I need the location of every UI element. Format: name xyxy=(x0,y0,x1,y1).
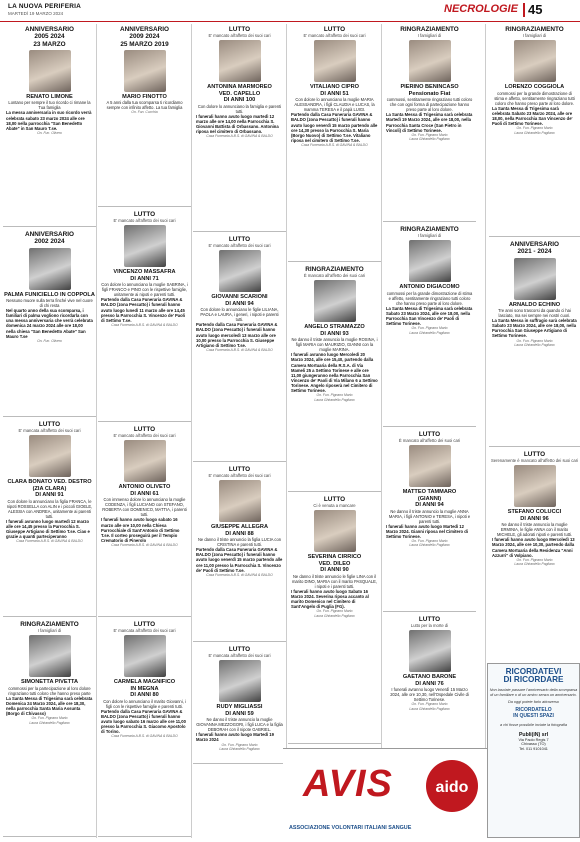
deceased-name: ARNALDO ECHINO xyxy=(508,301,561,308)
obituary-card xyxy=(193,644,286,764)
obituary-card xyxy=(383,614,476,752)
avis-aido-banner xyxy=(283,748,487,838)
obituary-text: commossi per la grande dimostrazione di stima e affetto, sentitamente ringraziano tutti coloro che hanno preso parte al loro dolore. xyxy=(386,290,473,306)
obituary-text: Ne danno il triste annuncio la figlia LUCIA con CRISTINA e parenti tutti. xyxy=(197,537,282,548)
deceased-name: PIERINO BENINCASO Pensionato Fiat xyxy=(400,84,459,97)
obituary-text: Con dolore lo annunciano la moglie SABRINA, i figli FRANCO e PINO con le rispettive famiglie, unitamente ai nipoti e parenti tutti. xyxy=(101,282,188,298)
obituary-subtitle: E' mancata all'affetto dei suoi cari xyxy=(18,428,81,434)
portrait-photo xyxy=(409,240,451,282)
deceased-name: VITALIANO CIPRO DI ANNI 51 xyxy=(310,84,359,97)
deceased-name: CARMELA MAGNIFICO IN MEGNA DI ANNI 80 xyxy=(113,679,176,699)
funeral-details: I funerali hanno avuto luogo Martedì 12 Marzo 2024. Gianni riposa nel Cimitero di Settimo Torinese. xyxy=(386,523,468,539)
obituary-title: LUTTO xyxy=(523,451,546,458)
deceased-name: ANGELO STRAMAZZO DI ANNI 93 xyxy=(304,324,365,337)
funeral-details: Partendo dalla Casa Funeraria GAVINA & BALDO (zona Pescatto) i funerali hanno avuto luogo venerdì 15 marzo partendo alle ore 11,00 presso la Parrocchia S. Vincenzo de' Paoli di Settimo T.se. xyxy=(196,547,283,573)
obituary-title: RINGRAZIAMENTO xyxy=(400,26,459,33)
obituary-text: Nessuno muore sulla terra finché vive nel cuore di chi resta xyxy=(6,298,93,309)
funeral-details: Partendo dalla Casa Funeraria GAVINA & BALDO (zona Pescatto) i funerali hanno avuto luogo lunedì 11 marzo alle ore 14,45 presso la Parrocchia S. Vincenzo de' Paoli di Settimo T.se. xyxy=(101,297,186,323)
funeral-details: I funerali hanno avuto luogo sabato 16 marzo alle ore 10,00 nella Chiesa Parrocchiale di Sant'Antonio di Settimo T.se. Il corteo proseguirà per il Tempio Crematorio di Pinerolo xyxy=(101,517,180,543)
funeral-home-signature: Casa Funeraria A.B.S. di GAVINA & BALDO xyxy=(16,539,83,544)
portrait-photo xyxy=(219,660,261,702)
obituary-text: Ne danno il triste annuncio la moglie ANNA MARIA, i figli ANTONIO e TERESA, i nipoti e parenti tutti. xyxy=(388,508,471,524)
portrait-photo xyxy=(409,445,451,487)
ad-highlight: RICORDATELO IN QUESTI SPAZI xyxy=(513,707,554,719)
page-header xyxy=(0,0,580,22)
obituary-title: RINGRAZIAMENTO xyxy=(20,621,79,628)
obituary-title: LUTTO xyxy=(228,26,251,33)
funeral-home-signature: On. Fun. Pignano Mario Laura Ghirardello Pagliano xyxy=(514,557,555,567)
obituary-card xyxy=(98,619,191,837)
portrait-photo xyxy=(29,435,71,477)
avis-caption: ASSOCIAZIONE VOLONTARI ITALIANI SANGUE xyxy=(289,825,412,831)
obituary-card xyxy=(288,494,381,744)
obituary-card xyxy=(3,419,96,617)
obituary-text: Lontano per sempre il tuo ricordo ci rimane la Tua famiglia xyxy=(8,100,91,111)
obituary-card xyxy=(3,619,96,837)
funeral-details: Partendo dalla Casa Funeraria GAVINA & BALDO (zona Pescatto) i funerali hanno avuto luogo mercoledì 13 marzo alle ore 10,00 presso la Parrocchia S. Giuseppe Artigiano di Settimo T.se. xyxy=(196,322,278,348)
obituary-text: Con immenso dolore lo annunciano la moglie CODENZA, i figli LUCIANO con STEFANO, ROBERTA con DOMENICO, MATTIA, i parenti tutti. xyxy=(102,497,187,518)
funeral-home-signature: On. Fun. Pignano Mario Laura Ghirardello Pagliano xyxy=(514,126,555,135)
funeral-details: La Santa Messa di Trigesima sarà celebrata Martedì 19 Marzo 2024, alle ore 18,00, nella Parrocchia Santa Croce (San Pietro in Vincoli) di Settimo Torinese. xyxy=(386,112,473,133)
funeral-details: I funerali hanno avuto luogo martedì 12 marzo alle ore 14,00 nella Parrocchia S. Giovanni Battista di Orbassano. Antonina riposa nel cimitero di Orbassano. xyxy=(196,113,279,134)
funeral-home-signature: On. Fun. Pignano Mario Laura Ghirardello Pagliano xyxy=(29,716,70,725)
funeral-home-signature: On. Fun. Pignano Mario Laura Ghirardello Pagliano xyxy=(314,609,355,618)
funeral-details: La Santa Messa di Trigesima sarà celebrata Domenica 24 Marzo 2024, alle ore 18,30, nella parrocchia Santa Maria Assunta (Borgo di Chivasso) xyxy=(6,695,93,717)
advertisement-ricordi xyxy=(487,663,580,838)
deceased-name: RUDY MIGLIASSI DI ANNI 59 xyxy=(216,704,263,717)
newspaper-name: LA NUOVA PERIFERIA xyxy=(8,3,82,10)
funeral-home-signature: Casa Funeraria A.B.S. di GAVINA & BALDO xyxy=(111,322,178,327)
funeral-details: I funerali hanno avuto luogo Mercoledì 13 Marzo 2024, alle ore 10,30, partendo dalla Camera Mortuaria della Residenza "Anni Azzurri" di Volpiano. xyxy=(492,537,575,558)
obituary-title: LUTTO xyxy=(133,211,156,218)
funeral-home-signature: Casa Funeraria A.B.S. di GAVINA & BALDO xyxy=(206,347,273,352)
obituary-card xyxy=(383,24,476,222)
funeral-home-signature: Casa Funeraria A.B.S. di GAVINA & BALDO xyxy=(206,572,273,577)
portrait-photo xyxy=(514,465,556,507)
funeral-home-signature: On. Fun. Pignano Mario Laura Ghirardello Pagliano xyxy=(409,132,450,142)
deceased-name: MARIO FINOTTO xyxy=(122,93,167,100)
obituary-subtitle: Serenamente è mancato all'affetto dei suoi cari xyxy=(490,458,579,464)
column-divider xyxy=(485,24,486,838)
portrait-photo xyxy=(514,40,556,82)
deceased-name: SEVERINA CIRRICO VED. DILEO DI ANNI 90 xyxy=(307,554,362,574)
deceased-name: CLARA BONATO VED. DESTRO (ZIA CLARA) DI ANNI 91 xyxy=(7,479,92,499)
portrait-photo xyxy=(409,40,451,82)
portrait-photo xyxy=(314,510,356,552)
obituary-subtitle: Ci è venuta a mancare xyxy=(313,503,356,509)
portrait-photo xyxy=(219,250,261,292)
column-divider xyxy=(286,24,287,838)
portrait-photo xyxy=(124,225,166,267)
obituary-subtitle: E' mancato all'affetto dei suoi cari xyxy=(113,218,176,224)
portrait-photo xyxy=(124,50,166,92)
obituary-card xyxy=(193,24,286,232)
deceased-name: MATTEO TAMMARO (GIANNI) DI ANNI 94 xyxy=(402,489,457,509)
ad-text2: Da oggi potete farlo attraverso xyxy=(507,700,560,705)
obituary-subtitle: E' mancato all'affetto dei suoi cari xyxy=(303,33,366,39)
funeral-home-signature: Casa Funeraria A.B.S. di GAVINA & BALDO xyxy=(111,734,178,739)
obituary-title: LUTTO xyxy=(38,421,61,428)
funeral-details: La Santa Messa in suffragio sarà celebrata Sabato 23 Marzo 2024, alle ore 18,00, nella Parrocchia San Giuseppe Artigiano di Settimo Torinese. xyxy=(492,318,577,339)
obituary-card xyxy=(193,464,286,642)
obituary-card xyxy=(193,234,286,462)
obituary-subtitle: E' mancata all'affetto dei suoi cari xyxy=(113,628,176,634)
funeral-home-signature: On. Fun. Pignano Mario Laura Ghirardello Pagliano xyxy=(314,393,355,402)
column-divider xyxy=(381,24,382,838)
column-divider xyxy=(96,24,97,838)
obituary-subtitle: E' mancato all'affetto dei suoi cari xyxy=(208,33,271,39)
funeral-details: La messa anniversaria in suo ricordo verrà celebrata sabato 23 marzo 2024 alle ore 18,00 nella parrocchia "San Benedetto Abate" in San Mauro T.se. xyxy=(6,110,92,131)
ad-text: Non lasciate passare l'anniversario della scomparsa di un familiare o di un amico senza un anniversario. xyxy=(489,687,578,697)
obituary-title: LUTTO xyxy=(133,621,156,628)
obituary-title: RINGRAZIAMENTO xyxy=(505,26,564,33)
obituary-text: A 5 anni dalla tua scomparsa ti ricordiamo sempre con infinito affetto. La tua famiglia xyxy=(106,100,183,111)
portrait-photo xyxy=(514,258,556,300)
funeral-home-signature: Casa Funeraria A.B.S. di GAVINA & BALDO xyxy=(301,142,368,147)
deceased-name: SIMONETTA PIVETTA xyxy=(20,679,79,686)
portrait-photo xyxy=(219,40,261,82)
page-number: 45 xyxy=(528,2,543,17)
obituary-title: RINGRAZIAMENTO xyxy=(305,266,364,273)
obituary-text: Ne danno il triste annuncio le figlie LINA con il marito DINO, MARIA con il marito PASQUALE, i nipoti e i parenti tutti. xyxy=(291,573,377,589)
deceased-name: ANTONINA MARMOREO VED. CAPELLO DI ANNI 100 xyxy=(207,84,272,104)
funeral-home-signature: On. Fun. Pignano Mario Laura Ghirardello Pagliano xyxy=(219,742,260,751)
obituary-subtitle: I famigliari di xyxy=(417,233,442,239)
obituary-subtitle: È mancato all'affetto dei suoi cari xyxy=(303,273,366,279)
funeral-details: Nel quarto anno della sua scomparsa, i familiari di palma vogliono ricordarla con una messa anniversaria che verrà celebrata domenica 24 marzo 2024 alle ore 18,00 nella chiesa "San Benedetto Abate" San Mauro T.se xyxy=(6,308,93,339)
funeral-home-signature: Casa Funeraria A.B.S. di GAVINA & BALDO xyxy=(206,134,273,139)
obituary-title: LUTTO xyxy=(133,426,156,433)
obituary-text: I funerali avranno luogo Venerdì 15 Marzo 2024, alle ore 10,30, nell'Ospedale Civile di Settimo Torinese. xyxy=(390,687,469,703)
portrait-photo xyxy=(124,440,166,482)
obituary-title: LUTTO xyxy=(418,616,441,623)
obituary-text: commossi per la partecipazione al loro dolore ringraziano tutti coloro che hanno preso parte xyxy=(8,685,91,696)
obituary-card xyxy=(288,264,381,492)
obituary-title: ANNIVERSARIO 2002 2024 xyxy=(24,231,74,246)
section-title: NECROLOGIE xyxy=(444,3,518,15)
ad-address: Via Paolo Regis 7 Chivasso (TO) Tel. 011 9101041 xyxy=(518,737,549,751)
obituary-title: LUTTO xyxy=(228,646,251,653)
avis-logo: AVIS xyxy=(303,763,393,805)
obituary-card xyxy=(98,424,191,617)
deceased-name: RENATO LIMONE xyxy=(26,93,73,100)
funeral-details: I funerali avranno luogo martedì 12 marzo alle ore 14,45 presso la Parrocchia S. Giuseppe Artigiano di Settimo T.se. Ciao e grazie a quanti parteciperanno xyxy=(6,518,90,540)
obituary-title: LUTTO xyxy=(228,466,251,473)
obituary-title: LUTTO xyxy=(323,26,346,33)
obituary-card xyxy=(3,24,96,227)
obituary-subtitle: E' mancata all'affetto dei suoi cari xyxy=(208,653,271,659)
deceased-name: STEFANO COLUCCI DI ANNI 96 xyxy=(507,509,562,522)
funeral-home-signature: On. Fun. Cucchia xyxy=(131,110,158,115)
obituary-text: Ne danno il triste annuncio la moglie ROSINA, i figli MARIA con MAURIZIO, GIANNI con la moglie MARINA. xyxy=(291,337,378,353)
portrait-photo xyxy=(29,635,71,677)
obituary-card xyxy=(288,24,381,262)
obituary-title: LUTTO xyxy=(323,496,346,503)
obituary-card xyxy=(98,24,191,207)
divider xyxy=(523,3,525,17)
obituary-card xyxy=(489,449,580,683)
ad-text3: a chi fosse possibile inviate la fotografia xyxy=(500,722,567,727)
obituary-title: LUTTO xyxy=(418,431,441,438)
obituary-text: Ne danno il triste annuncio la moglie ERMINIA, le figlie ANNA con il marito MICHELE, gli adorati nipoti e parenti tutti. xyxy=(496,522,573,538)
portrait-photo xyxy=(314,280,356,322)
obituary-text: Ne danno il triste annuncio la moglie GIOVANNA MEZZOGORI, i figli LUCA e la figlia DEBORAH con il nipote GABRIEL. xyxy=(196,717,283,733)
obituary-text: Con dolore lo annunciano la famiglia e parenti tutti. xyxy=(197,103,282,114)
funeral-details: I funerali hanno avuto luogo Sabato 16 Marzo 2024. Severina riposa accanto al marito Domenico nel Cimitero di Sant'Angelo di Puglia (FG). xyxy=(291,588,369,610)
funeral-home-signature: On. Fun. Pignano Mario Laura Ghirardello Pagliano xyxy=(409,539,450,548)
obituary-card xyxy=(489,239,580,447)
deceased-name: GAETANO BARONE DI ANNI 76 xyxy=(402,674,457,687)
portrait-photo xyxy=(124,635,166,677)
obituary-text: Con dolore lo annunciano la moglie MARIA ALESSANDRA, i figli CLAUDIA e LUCAS, la mamma TERESA e il papà LUIGI. xyxy=(294,97,375,113)
portrait-photo xyxy=(29,248,71,290)
portrait-photo xyxy=(219,480,261,522)
obituary-card xyxy=(98,209,191,422)
funeral-home-signature: On. Fun. Pignano Mario Laura Ghirardello Pagliano xyxy=(409,326,450,335)
obituary-subtitle: I famigliari di xyxy=(417,33,442,39)
funeral-details: I funerali hanno avuto luogo Martedì 19 Marzo 2024 xyxy=(196,732,274,743)
funeral-home-signature: On. Fun. Pignano Mario Laura Ghirardello Pagliano xyxy=(514,338,555,347)
obituary-card xyxy=(383,429,476,612)
funeral-details: I funerali avranno luogo Mercoledì 20 Marzo 2024, alle ore 15,40, partendo dalla Camera Mortuaria della R.S.A. di Via Mameli 25 a Settimo Torinese e alle ore 11,00 giungeranno nella Parrocchia San Vincenzo de' Paoli di Via Milano 6 a Settimo Torinese. Angelo riposerà nel Cimitero di Settimo Torinese. xyxy=(291,352,378,394)
obituary-title: ANNIVERSARIO 2021 - 2024 xyxy=(509,241,559,256)
deceased-name: GIUSEPPE ALLEGRA DI ANNI 88 xyxy=(211,524,268,537)
funeral-details: La Santa Messa di Trigesima sarà celebrata Sabato 23 Marzo 2024, alle ore 18,00, nella Parrocchia San Vincenzo de' Paoli di Settimo Torinese. xyxy=(492,105,573,127)
funeral-details: La Santa Messa di Trigesima sarà celebrata Sabato 23 Marzo 2024, alle ore 18,00, nella Parrocchia San Vincenzo de' Paoli di Settimo Torinese. xyxy=(386,305,473,327)
obituary-subtitle: I famigliari di xyxy=(522,33,547,39)
obituary-subtitle: E' mancato all'affetto dei suoi cari xyxy=(113,433,176,439)
obituary-title: RINGRAZIAMENTO xyxy=(400,226,459,233)
obituary-subtitle: I famigliari di xyxy=(37,628,62,634)
obituary-subtitle: E' mancato all'affetto dei suoi cari xyxy=(208,473,271,479)
column-divider xyxy=(191,24,192,838)
obituary-text: Con dolore lo annunciano le figlie LILIANA, PAOLA e LAURA, i generi, i nipoti e parenti tutti. xyxy=(200,307,279,323)
obituary-text: commossi, sentitamente ringraziano tutti coloro che con ogni forma di partecipazione hanno preso parte al loro dolore. xyxy=(386,97,473,113)
deceased-name: ANTONIO OLIVETO DI ANNI 61 xyxy=(118,484,171,497)
obituary-text: Con dolore lo annunciano la figlia FRANCA, le nipoti ROSSELLA con ALIN e i piccoli GIOELE, ALESSIA con ANDREA, unitamente ai parenti tutti. xyxy=(6,498,93,519)
obituary-subtitle: Lutto per la morte di xyxy=(410,623,449,629)
aido-logo xyxy=(425,759,479,813)
funeral-home-signature: On. Fun. Pignano Mario Laura Ghirardello Pagliano xyxy=(409,702,450,711)
deceased-name: GIOVANNI SCARIONI DI ANNI 94 xyxy=(211,294,268,307)
deceased-name: LORENZO COGGIOLA xyxy=(504,84,565,91)
obituary-card xyxy=(383,224,476,427)
obituary-title: LUTTO xyxy=(228,236,251,243)
obituary-text: Con dolore lo annunciano il marito Giovanni, i figli con le rispettive famiglie e parenti tutti. xyxy=(103,698,186,709)
issue-date: MARTEDÌ 19 MARZO 2024 xyxy=(8,11,64,16)
funeral-home-signature: On. Fun. Olivero xyxy=(37,130,62,135)
deceased-name: VINCENZO MASSAFRA DI ANNI 71 xyxy=(113,269,176,282)
funeral-details: Partendo dalla Casa Funeraria GAVINA & BALDO (zona Pescatto) i funerali hanno avuto luogo sabato 16 marzo alle ore 11,00 presso la Parrocchia S. Giacomo Apostolo di Torino. xyxy=(101,708,186,735)
svg-text:aido: aido xyxy=(435,779,469,796)
obituary-card xyxy=(489,24,580,237)
portrait-photo xyxy=(314,40,356,82)
obituary-subtitle: È mancato all'affetto dei suoi cari xyxy=(398,438,461,444)
deceased-name: PALMA FUNICIELLO IN COPPOLA xyxy=(4,291,95,298)
obituary-title: ANNIVERSARIO 2005 2024 23 MARZO xyxy=(24,26,74,48)
funeral-details: Partendo dalla Casa Funeraria GAVINA & BALDO (zona Pescatto) i funerali hanno avuto luogo venerdì 15 marzo partendo alle ore 14,30 presso la Parrocchia S. Maria (Borgo Nuovo) di Settimo T.se. Vitaliano riposa nel cimitero di Settimo T.se. xyxy=(291,112,378,143)
ad-company: Publi(iN) srl xyxy=(518,731,549,738)
obituary-text: commossi per la grande dimostrazione di stima e affetto, sentitamente ringraziano tutti coloro che hanno preso parte al loro dolore. xyxy=(494,90,575,106)
obituary-title: ANNIVERSARIO 2009 2024 25 MARZO 2019 xyxy=(119,26,169,48)
funeral-home-signature: Casa Funeraria A.B.S. di GAVINA & BALDO xyxy=(111,542,178,547)
ad-title: RICORDATEVI DI RICORDARE xyxy=(503,667,564,685)
portrait-photo xyxy=(409,630,451,672)
funeral-home-signature: On. Fun. Olivero xyxy=(37,338,62,343)
obituary-card xyxy=(3,229,96,417)
deceased-name: ANTONIO DIGIACOMO xyxy=(399,284,460,291)
obituary-text: Tre anni sono trascorsi da quando ci hai lasciato, ma sei sempre nei nostri cuori. xyxy=(498,308,571,319)
obituary-subtitle: E' mancato all'affetto dei suoi cari xyxy=(208,243,271,249)
portrait-photo xyxy=(29,50,71,92)
